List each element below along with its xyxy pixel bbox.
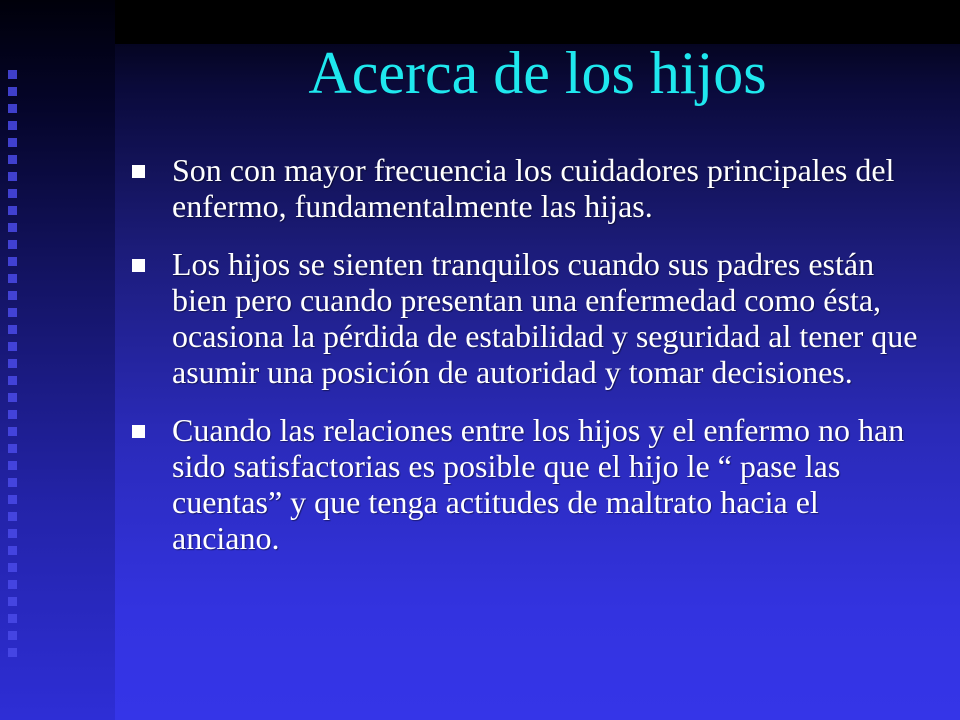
decorative-square [8,223,17,232]
decorative-square [8,529,17,538]
square-bullet-icon [132,425,145,438]
decorative-square-column [8,70,24,665]
decorative-square [8,87,17,96]
decorative-square [8,257,17,266]
bullet-item [132,412,922,556]
bullet-item [132,152,922,224]
decorative-square [8,240,17,249]
decorative-square [8,393,17,402]
decorative-square [8,325,17,334]
decorative-square [8,410,17,419]
decorative-square [8,104,17,113]
decorative-square [8,444,17,453]
square-bullet-icon [132,165,145,178]
decorative-square [8,121,17,130]
decorative-square [8,546,17,555]
square-bullet-icon [132,259,145,272]
decorative-square [8,70,17,79]
decorative-square [8,597,17,606]
decorative-square [8,342,17,351]
decorative-square [8,580,17,589]
decorative-square [8,648,17,657]
slide-title: Acerca de los hijos [308,40,767,106]
decorative-square [8,291,17,300]
decorative-square [8,359,17,368]
decorative-square [8,563,17,572]
bullet-text: Los hijos se sienten tranquilos cuando sus padres están bien pero cuando presentan una enfermedad como ésta, ocasiona la pérdida de estabilidad y seguridad al tener que asumir una posición de autoridad y tomar decisiones. [172,246,918,390]
decorative-square [8,189,17,198]
decorative-square [8,461,17,470]
bullet-text: Son con mayor frecuencia los cuidadores principales del enfermo, fundamentalmente las hijas. [172,152,895,224]
decorative-square [8,155,17,164]
decorative-square [8,308,17,317]
left-decorative-strip [0,0,115,720]
decorative-square [8,478,17,487]
decorative-square [8,631,17,640]
decorative-square [8,274,17,283]
decorative-square [8,512,17,521]
decorative-square [8,427,17,436]
bullet-list [132,152,922,578]
decorative-square [8,172,17,181]
bullet-item [132,246,922,390]
decorative-square [8,614,17,623]
decorative-square [8,206,17,215]
bullet-text: Cuando las relaciones entre los hijos y el enfermo no han sido satisfactorias es posible que el hijo le “ pase las cuentas” y que tenga actitudes de maltrato hacia el anciano. [172,412,905,556]
decorative-square [8,376,17,385]
decorative-square [8,495,17,504]
decorative-square [8,138,17,147]
